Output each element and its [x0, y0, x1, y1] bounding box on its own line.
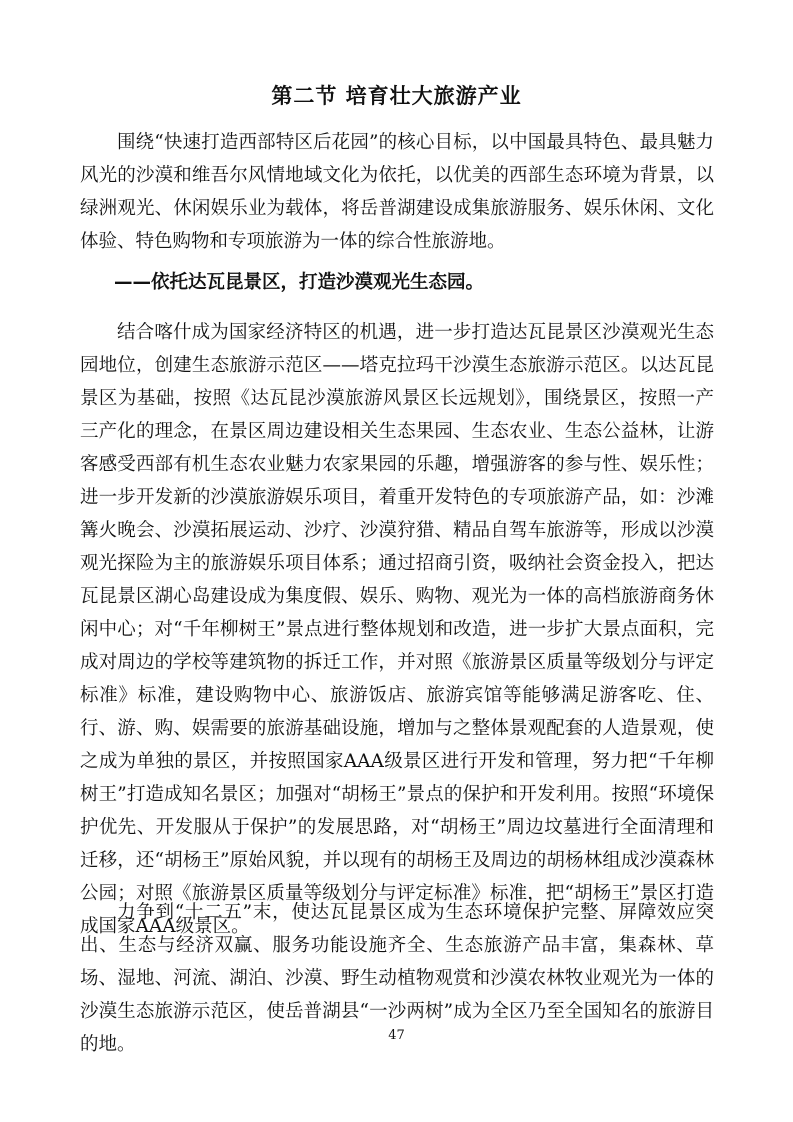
body-paragraph: 结合喀什成为国家经济特区的机遇，进一步打造达瓦昆景区沙漠观光生态园地位，创建生态旅游示范区——塔克拉玛干沙漠生态旅游示范区。以达瓦昆景区为基础，按照《达瓦昆沙漠旅游风景区长远规划》，围绕景区，按照一产三产化的理念，在景区周边建设相关生态果园、生态农业、生态公益林，让游客感受西部有机生态农业魅力农家果园的乐趣，增强游客的参与性、娱乐性；进一步开发新的沙漠旅游娱乐项目，着重开发特色的专项旅游产品，如：沙滩篝火晚会、沙漠拓展运动、沙疗、沙漠狩猎、精品自驾车旅游等，形成以沙漠观光探险为主的旅游娱乐项目体系；通过招商引资，吸纳社会资金投入，把达瓦昆景区湖心岛建设成为集度假、娱乐、购物、观光为一体的高档旅游商务休闲中心；对“千年柳树王”景点进行整体规划和改造，进一步扩大景点面积，完成对周边的学校等建筑物的拆迁工作，并对照《旅游景区质量等级划分与评定标准》标准，建设购物中心、旅游饭店、旅游宾馆等能够满足游客吃、住、行、游、购、娱需要的旅游基础设施，增加与之整体景观配套的人造景观，使之成为单独的景区，并按照国家AAA级景区进行开发和管理，努力把“千年柳树王”打造成知名景区；加强对“胡杨王”景点的保护和开发利用。按照“环境保护优先、开发服从于保护”的发展思路，对“胡杨王”周边坟墓进行全面清理和迁移，还“胡杨王”原始风貌，并以现有的胡杨王及周边的胡杨林组成沙漠森林公园；对照《旅游景区质量等级划分与评定标准》标准，把“胡杨王”景区打造成国家AAA级景区。 [80, 322, 714, 937]
intro-paragraph: 围绕“快速打造西部特区后花园”的核心目标，以中国最具特色、最具魅力风光的沙漠和维吾尔风情地域文化为依托，以优美的西部生态环境为背景，以绿洲观光、休闲娱乐业为载体，将岳普湖建设成集旅游服务、娱乐休闲、文化体验、特色购物和专项旅游为一体的综合性旅游地。 [80, 132, 714, 252]
page-number: 47 [388, 1028, 405, 1043]
subheading: ——依托达瓦昆景区，打造沙漠观光生态园。 [114, 272, 485, 293]
closing-paragraph: 力争到“十二五”末，使达瓦昆景区成为生态环境保护完整、屏障效应突出、生态与经济双赢、服务功能设施齐全、生态旅游产品丰富，集森林、草场、湿地、河流、湖泊、沙漠、野生动植物观赏和沙漠农林牧业观光为一体的沙漠生态旅游示范区，使岳普湖县“一沙两树”成为全区乃至全国知名的旅游目的地。 [80, 902, 714, 1055]
section-title: 第二节 培育壮大旅游产业 [271, 84, 522, 108]
